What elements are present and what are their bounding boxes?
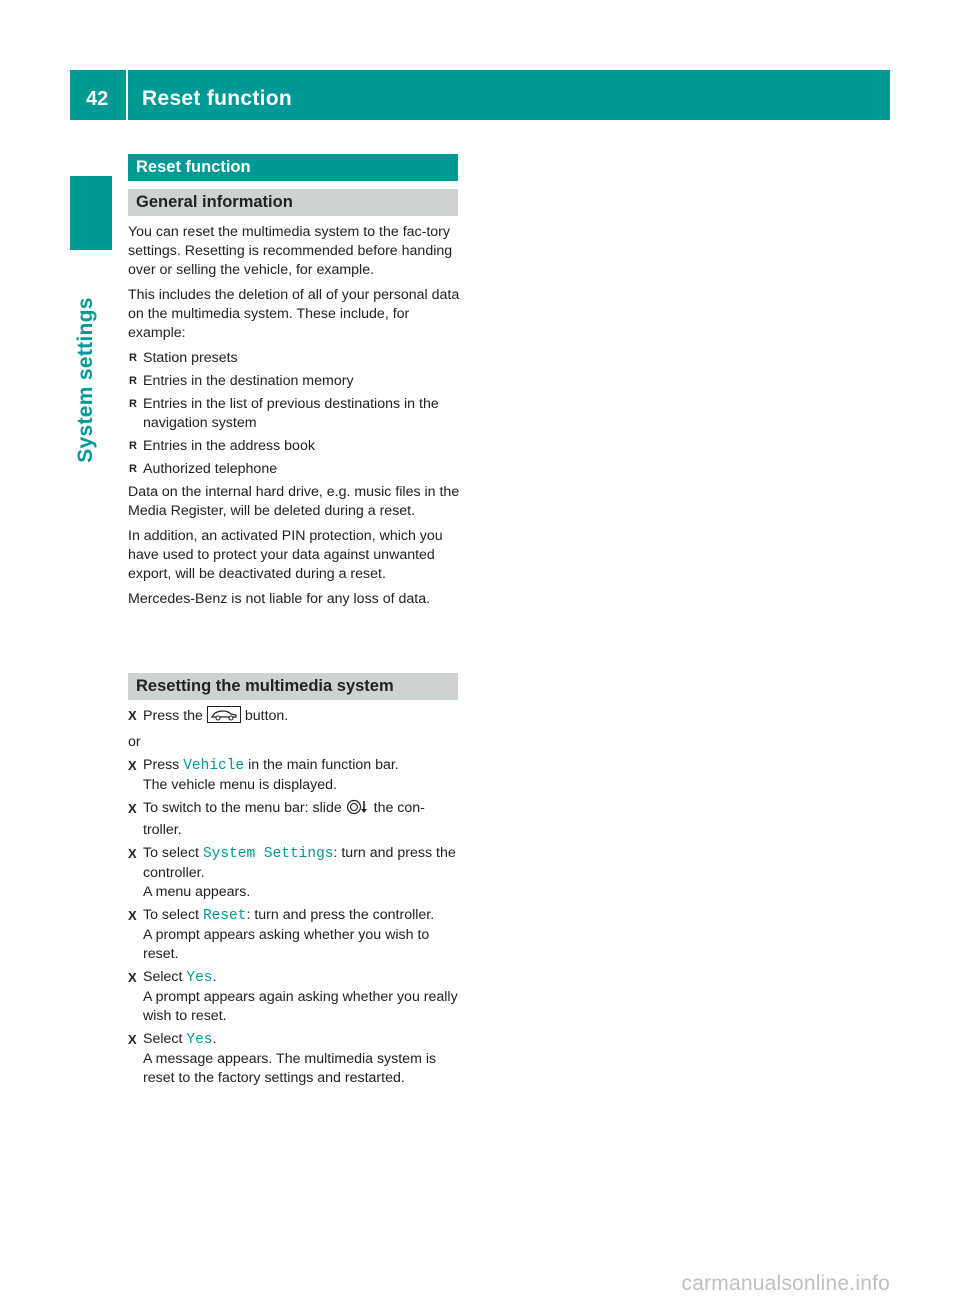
side-tab-marker — [70, 176, 112, 250]
resetting-heading: Resetting the multimedia system — [128, 673, 458, 700]
header-divider — [126, 70, 128, 120]
or-text: or — [128, 734, 141, 750]
bullet-icon: R — [129, 463, 137, 475]
step-result: A message appears. The multimedia system is reset to the factory settings and restarted. — [143, 1051, 437, 1086]
general-information-body — [128, 223, 462, 615]
step-result: A menu appears. — [143, 884, 251, 900]
list-item: R Entries in the address book — [129, 438, 315, 454]
step-result: A prompt appears again asking whether you really wish to reset. — [143, 989, 458, 1024]
step-arrow-icon: X — [128, 970, 137, 985]
step-result: A prompt appears asking whether you wish to reset. — [143, 927, 430, 962]
step-result: The vehicle menu is displayed. — [143, 777, 337, 793]
paragraph: Data on the internal hard drive, e.g. music files in the Media Register, will be deleted during a reset. — [128, 484, 460, 519]
page-title: Reset function — [142, 87, 293, 110]
step-arrow-icon: X — [128, 846, 137, 861]
step-item: X Press Vehicle in the main function bar. The vehicle menu is displayed. — [128, 757, 399, 793]
paragraph: This includes the deletion of all of your personal data on the multimedia system. These include, for example: — [128, 287, 460, 341]
bullet-icon: R — [129, 352, 137, 364]
list-item: R Station presets — [129, 350, 238, 366]
paragraph: You can reset the multimedia system to the fac-tory settings. Resetting is recommended before handing over or selling the vehicle, for example. — [128, 224, 453, 278]
bullet-icon: R — [129, 440, 137, 452]
list-item: R Entries in the destination memory — [129, 373, 354, 389]
step-item: X To select System Settings: turn and press the controller. A menu appears. — [128, 845, 456, 900]
bullet-icon: R — [129, 398, 137, 410]
bullet-icon: R — [129, 375, 137, 387]
vehicle-button-icon — [207, 706, 241, 729]
controller-slide-down-icon — [346, 799, 370, 821]
ui-term-vehicle: Vehicle — [183, 758, 245, 774]
ui-term-yes: Yes — [186, 970, 213, 986]
section-title: Reset function — [128, 154, 458, 181]
paragraph: Mercedes-Benz is not liable for any loss of data. — [128, 591, 431, 607]
resetting-steps — [128, 706, 462, 1092]
list-item: R Entries in the list of previous destinations in the navigation system — [129, 396, 439, 431]
general-information-heading: General information — [128, 189, 458, 216]
page-number: 42 — [86, 88, 109, 110]
step-item: X To select Reset: turn and press the controller. A prompt appears asking whether you wish to reset. — [128, 907, 435, 962]
step-item: X Select Yes. A prompt appears again asking whether you really wish to reset. — [128, 969, 458, 1024]
ui-term-system-settings: System Settings — [202, 846, 334, 862]
side-tab-label: System settings — [74, 297, 97, 463]
step-arrow-icon: X — [128, 758, 137, 773]
watermark: carmanualsonline.info — [681, 1272, 890, 1295]
ui-term-yes: Yes — [186, 1032, 213, 1048]
step-arrow-icon: X — [128, 801, 137, 816]
step-item: X To switch to the menu bar: slide the con-troller. — [128, 800, 425, 838]
step-arrow-icon: X — [128, 908, 137, 923]
list-item: R Authorized telephone — [129, 461, 278, 477]
step-item: X Select Yes. A message appears. The multimedia system is reset to the factory settings and restarted. — [128, 1031, 437, 1086]
step-item: X Press the button. — [128, 706, 462, 729]
step-arrow-icon: X — [128, 708, 137, 723]
bullet-list — [128, 349, 462, 479]
paragraph: In addition, an activated PIN protection, which you have used to protect your data against unwanted export, will be deactivated during a reset. — [128, 528, 443, 582]
ui-term-reset: Reset — [202, 908, 247, 924]
step-arrow-icon: X — [128, 1032, 137, 1047]
